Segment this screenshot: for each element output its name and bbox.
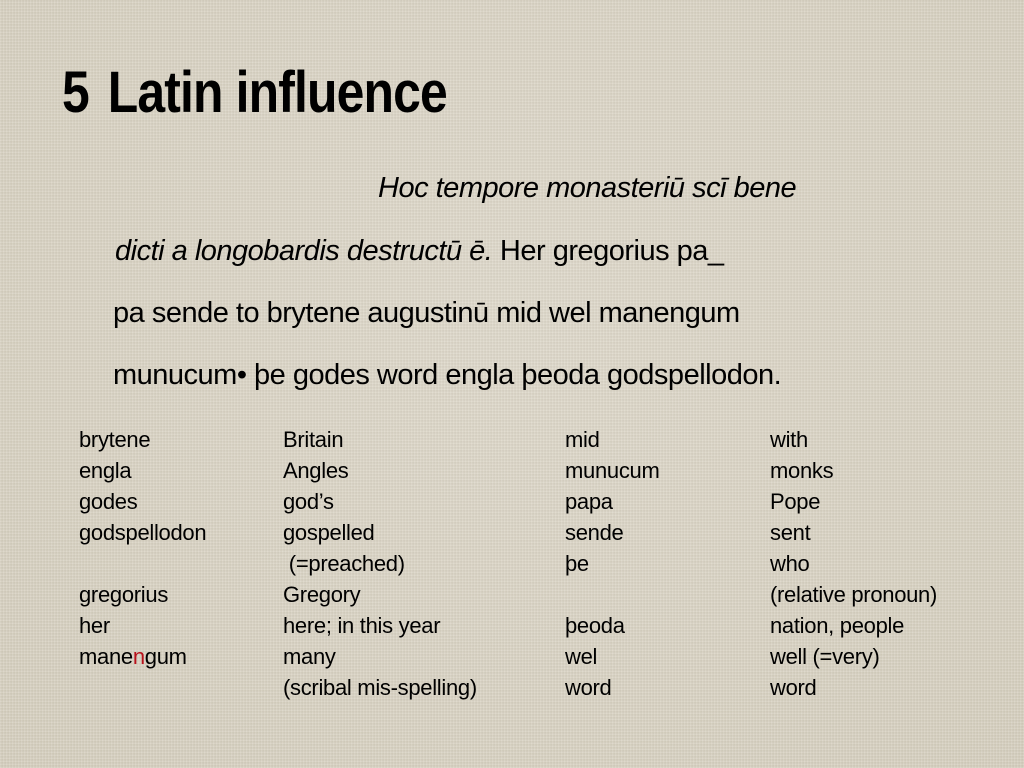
glossary-old-english-word: wel <box>565 644 598 669</box>
glossary-translation: Pope <box>770 489 821 514</box>
glossary-translation: Angles <box>283 458 349 483</box>
title-number: 5 <box>62 60 89 125</box>
glossary-old-english-word: mid <box>565 427 600 452</box>
glossary-old-english-word: word <box>565 675 612 700</box>
glossary-translation: word <box>770 675 817 700</box>
glossary-row <box>0 579 1024 610</box>
passage-old-english-start: Her gregorius pa_ <box>499 235 724 267</box>
glossary-translation: monks <box>770 458 834 483</box>
glossary-old-english-word: munucum <box>565 458 660 483</box>
glossary-translation: god’s <box>283 489 334 514</box>
glossary-row <box>0 548 1024 579</box>
glossary-old-english-word: her <box>79 613 110 638</box>
glossary-row <box>0 486 1024 517</box>
passage-latin-text: Hoc tempore monasteriū scī bene <box>378 172 797 204</box>
glossary-translation: gospelled <box>283 520 375 545</box>
glossary-translation: (scribal mis-spelling) <box>283 675 477 700</box>
passage-line-3: pa sende to brytene augustinū mid wel manengum <box>113 297 740 329</box>
glossary-translation: here; in this year <box>283 613 441 638</box>
passage-latin-text-end: dicti a longobardis destructū ē. <box>115 235 493 267</box>
title-text: Latin influence <box>107 60 447 125</box>
highlighted-letter: n <box>132 644 145 669</box>
glossary-old-english-word: sende <box>565 520 624 545</box>
glossary-translation: Gregory <box>283 582 361 607</box>
passage-line-4: munucum• þe godes word engla þeoda godspellodon. <box>113 359 782 391</box>
passage-line-2 <box>115 233 724 269</box>
glossary-translation: many <box>283 644 336 669</box>
glossary-translation: well (=very) <box>770 644 880 669</box>
glossary-translation: Britain <box>283 427 344 452</box>
glossary-old-english-word: brytene <box>79 427 151 452</box>
glossary-old-english-word: engla <box>79 458 132 483</box>
glossary-old-english-word: papa <box>565 489 613 514</box>
glossary-translation: sent <box>770 520 811 545</box>
glossary-row <box>0 641 1024 672</box>
glossary-translation: (relative pronoun) <box>770 582 938 607</box>
glossary-old-english-word: þeoda <box>565 613 625 638</box>
glossary-old-english-word: godes <box>79 489 138 514</box>
glossary-translation: (=preached) <box>283 551 405 576</box>
glossary-translation: who <box>770 551 810 576</box>
glossary-old-english-word: gregorius <box>79 582 169 607</box>
glossary-row <box>0 672 1024 703</box>
glossary-row <box>0 455 1024 486</box>
glossary-row <box>0 517 1024 548</box>
glossary-old-english-word: godspellodon <box>79 520 207 545</box>
glossary-old-english-word: þe <box>565 551 589 576</box>
word-part: mane <box>79 644 133 669</box>
glossary-old-english-word <box>79 641 187 672</box>
glossary-row <box>0 424 1024 455</box>
glossary-translation: nation, people <box>770 613 905 638</box>
glossary-translation: with <box>770 427 808 452</box>
slide-title <box>62 58 447 128</box>
passage-line-1 <box>378 170 796 206</box>
word-part: gum <box>144 644 187 669</box>
glossary-row <box>0 610 1024 641</box>
